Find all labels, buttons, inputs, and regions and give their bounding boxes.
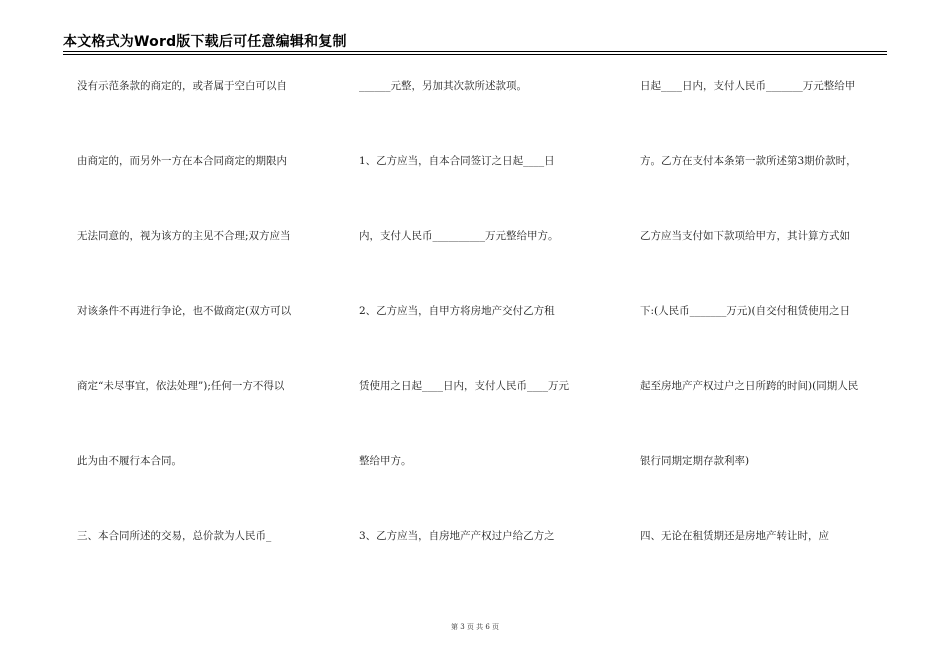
page-number-footer: 第 3 页 共 6 页 bbox=[450, 623, 500, 631]
text-line: 三、本合同所述的交易，总价款为人民币_ bbox=[77, 530, 272, 542]
text-line: 商定“未尽事宜，依法处理”);任何一方不得以 bbox=[77, 380, 285, 392]
text-line: 整给甲方。 bbox=[359, 455, 412, 467]
text-column-1 bbox=[77, 0, 347, 672]
text-line: 内，支付人民币__________万元整给甲方。 bbox=[359, 230, 559, 242]
text-line: 方。乙方在支付本条第一款所述第3期价款时， bbox=[640, 155, 857, 167]
text-line: 此为由不履行本合同。 bbox=[77, 455, 182, 467]
text-line: 无法同意的，视为该方的主见不合理;双方应当 bbox=[77, 230, 291, 242]
text-line: 乙方应当支付如下款项给甲方，其计算方式如 bbox=[640, 230, 850, 242]
text-line: 下:(人民币_______万元)(自交付租赁使用之日 bbox=[640, 305, 851, 317]
text-line: 四、无论在租赁期还是房地产转让时，应 bbox=[640, 530, 829, 542]
text-line: 赁使用之日起____日内，支付人民币____万元 bbox=[359, 380, 569, 392]
text-line: 2、乙方应当，自甲方将房地产交付乙方租 bbox=[359, 305, 555, 317]
text-line: 由商定的，而另外一方在本合同商定的期限内 bbox=[77, 155, 287, 167]
text-line: 没有示范条款的商定的，或者属于空白可以自 bbox=[77, 80, 287, 92]
text-line: 银行同期定期存款利率) bbox=[640, 455, 750, 467]
text-line: 1、乙方应当，自本合同签订之日起____日 bbox=[359, 155, 555, 167]
text-line: 对该条件不再进行争论，也不做商定(双方可以 bbox=[77, 305, 292, 317]
text-line: 起至房地产产权过户之日所跨的时间)(同期人民 bbox=[640, 380, 859, 392]
text-line: 日起____日内，支付人民币_______万元整给甲 bbox=[640, 80, 856, 92]
text-column-3 bbox=[640, 0, 910, 672]
text-column-2 bbox=[359, 0, 629, 672]
text-line: 3、乙方应当，自房地产产权过户给乙方之 bbox=[359, 530, 555, 542]
text-line: ______元整，另加其次款所述款项。 bbox=[359, 80, 527, 92]
document-header-title: 本文格式为Word版下载后可任意编辑和复制 bbox=[63, 34, 347, 50]
